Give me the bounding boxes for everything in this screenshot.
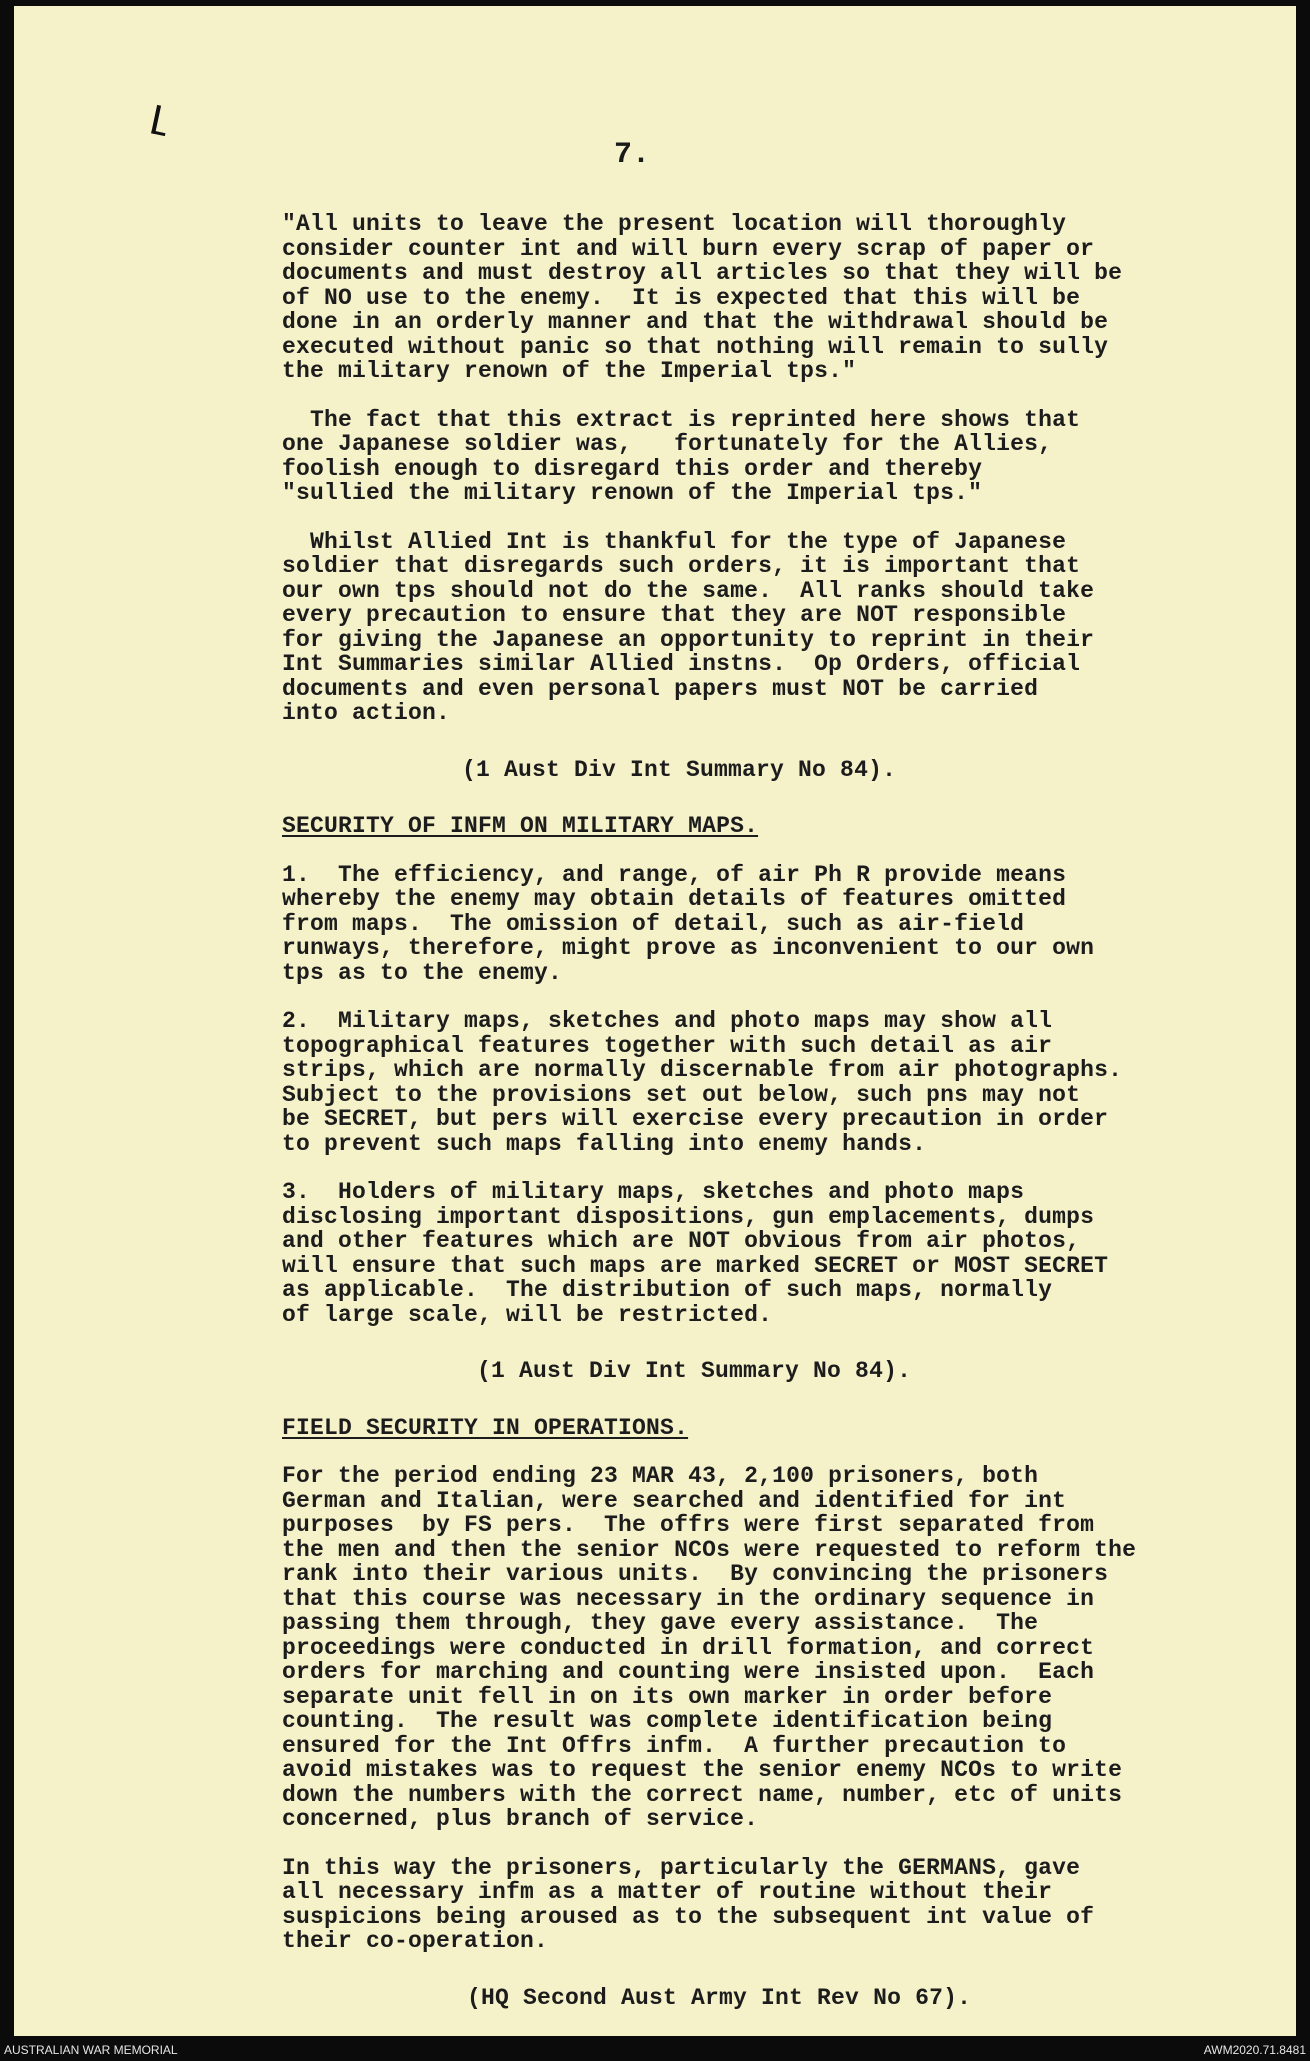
- conclusion-paragraph: In this way the prisoners, particularly the GERMANS, gave all necessary infm as a matter of routine without their suspicions being aroused as to the subsequent int value of their co-operation.: [282, 1854, 1095, 1954]
- quoted-order-paragraph: "All units to leave the present location will thoroughly consider counter int and will burn every scrap of paper or documents and must destroy all articles so that they will be of NO use to the enemy. It is expected that this will be done in an orderly manner and that the withdrawal should be executed without panic so that nothing will remain to sully the military renown of the Imperial tps.": [282, 211, 1123, 384]
- document-page: [14, 6, 1296, 2036]
- footer-accession-number: AWM2020.71.8481: [1203, 2043, 1306, 2057]
- precaution-paragraph: Whilst Allied Int is thankful for the type of Japanese soldier that disregards such orders, it is important that our own tps should not do the same. All ranks should take every precaution to ensure that they are NOT responsible for giving the Japanese an opportunity to reprint in their Int Summaries similar Allied instns. Op Orders, official documents and even personal papers must NOT be carried into action.: [282, 528, 1095, 726]
- heading-field-security: FIELD SECURITY IN OPERATIONS.: [282, 1414, 689, 1441]
- page-content: [282, 212, 1292, 2010]
- extract-commentary-paragraph: The fact that this extract is reprinted here shows that one Japanese soldier was, fortunately for the Allies, foolish enough to disregard this order and thereby "sullied the military renown of the Imperial tps.": [282, 406, 1081, 506]
- map-item-1: 1. The efficiency, and range, of air Ph R provide means whereby the enemy may obtain details of features omitted from maps. The omission of detail, such as air-field runways, therefore, might prove as inconvenient to our own tps as to the enemy.: [282, 861, 1095, 986]
- heading-security-of-maps: SECURITY OF INFM ON MILITARY MAPS.: [282, 813, 759, 839]
- reference-2: (1 Aust Div Int Summary No 84).: [477, 1358, 912, 1384]
- prisoners-paragraph: For the period ending 23 MAR 43, 2,100 prisoners, both German and Italian, were searched and identified for int purposes by FS pers. The offrs were first separated from the men and then the senior NCOs were requested to reform the rank into their various units. By convincing the prisoners that this course was necessary in the ordinary sequence in passing them through, they gave every assistance. The proceedings were conducted in drill formation, and correct orders for marching and counting were insisted upon. Each separate unit fell in on its own marker in order before counting. The result was complete identification being ensured for the Int Offrs infm. A further precaution to avoid mistakes was to request the senior enemy NCOs to write down the numbers with the correct name, number, etc of units concerned, plus branch of service.: [282, 1463, 1137, 1832]
- page-number: 7.: [614, 138, 651, 172]
- archive-footer: [0, 2036, 1310, 2061]
- footer-institution: AUSTRALIAN WAR MEMORIAL: [4, 2043, 178, 2057]
- reference-3: (HQ Second Aust Army Int Rev No 67).: [467, 1984, 972, 2011]
- map-item-3: 3. Holders of military maps, sketches and photo maps disclosing important dispositions, gun emplacements, dumps and other features which are NOT obvious from air photos, will ensure that such maps are marked SECRET or MOST SECRET as applicable. The distribution of such maps, normally of large scale, will be restricted.: [282, 1179, 1109, 1328]
- reference-1: (1 Aust Div Int Summary No 84).: [462, 756, 897, 783]
- ink-mark: [151, 105, 171, 136]
- map-item-2: 2. Military maps, sketches and photo maps may show all topographical features together with such detail as air strips, which are normally discernable from air photographs. Subject to the provisions set out below, such pns may not be SECRET, but pers will exercise every precaution in order to prevent such maps falling into enemy hands.: [282, 1008, 1123, 1157]
